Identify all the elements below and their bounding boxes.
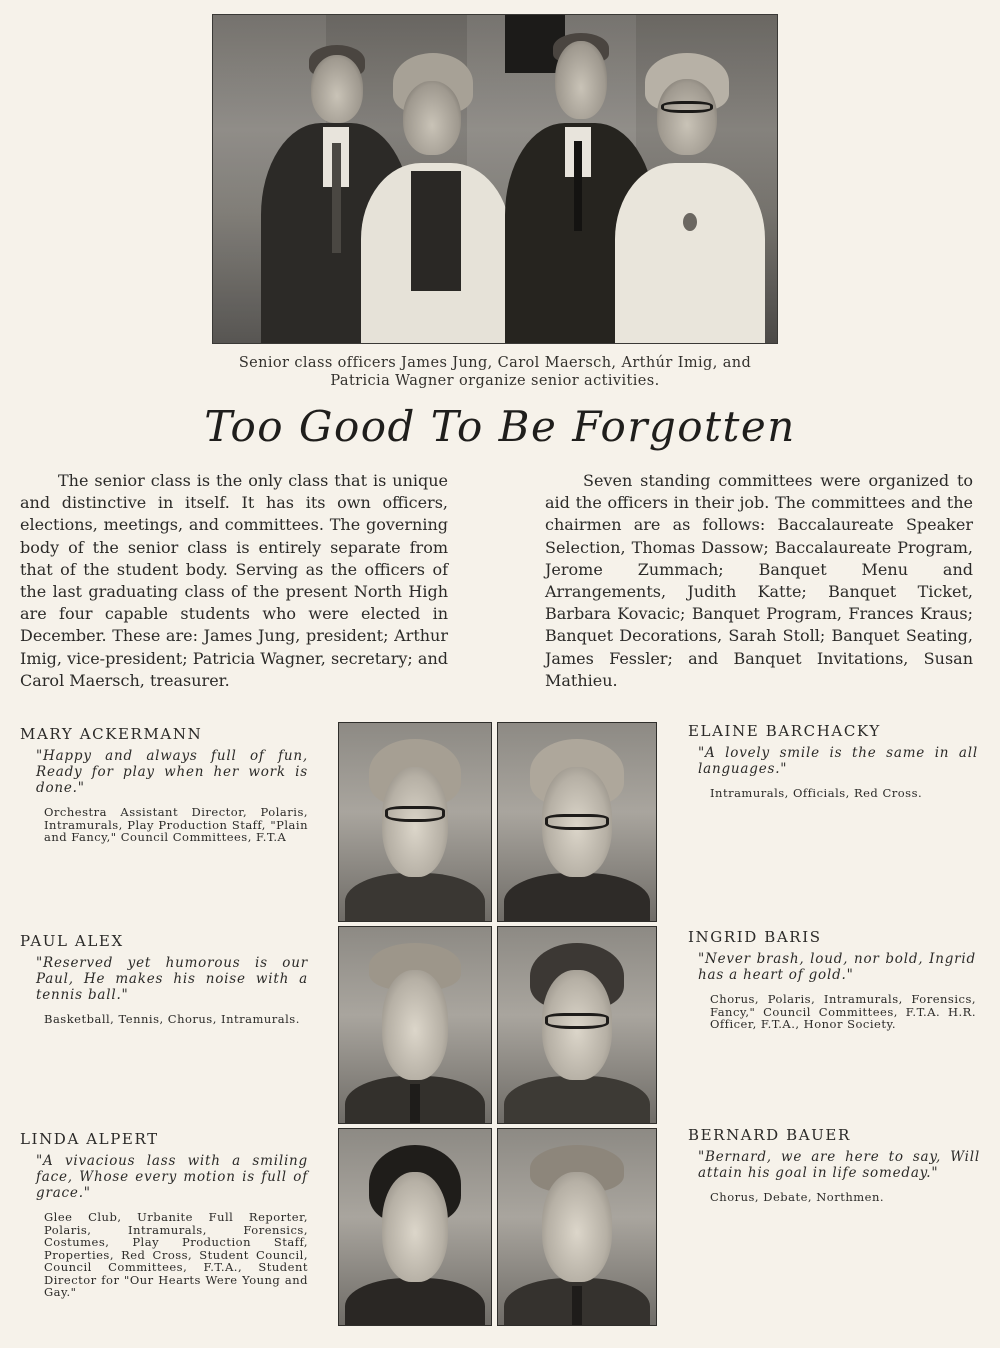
person-figure bbox=[351, 53, 511, 343]
senior-entry bbox=[688, 1126, 980, 1204]
portrait-photo bbox=[338, 926, 492, 1124]
senior-entry bbox=[20, 725, 308, 844]
senior-activities: Glee Club, Urbanite Full Reporter, Polaris, Intramurals, Forensics, Costumes, Play Production Staff, Properties, Red Cross, Student Council, Council Committees, F.T.A., Student Director for "Our Hearts Were Young and Gay." bbox=[44, 1210, 308, 1299]
portrait-photo bbox=[338, 722, 492, 922]
senior-quote: "Bernard, we are here to say, Will attain his goal in life someday." bbox=[698, 1149, 980, 1181]
senior-name: LINDA ALPERT bbox=[20, 1130, 159, 1148]
portrait-photo bbox=[338, 1128, 492, 1326]
senior-quote: "A lovely smile is the same in all languages." bbox=[698, 745, 978, 777]
portrait-photo bbox=[497, 926, 657, 1124]
senior-quote: "Reserved yet humorous is our Paul, He makes his noise with a tennis ball." bbox=[36, 955, 308, 1003]
person-figure bbox=[605, 53, 765, 343]
senior-quote: "A vivacious lass with a smiling face, Whose every motion is full of grace." bbox=[36, 1153, 308, 1201]
body-column-left bbox=[20, 470, 448, 692]
senior-activities: Orchestra Assistant Director, Polaris, Intramurals, Play Production Staff, "Plain and Fancy," Council Committees, F.T.A bbox=[44, 805, 308, 844]
senior-activities: Chorus, Polaris, Intramurals, Forensics, Fancy," Council Committees, F.T.A. H.R. Officer, F.T.A., Honor Society. bbox=[710, 992, 976, 1031]
body-paragraph-right: Seven standing committees were organized to aid the officers in their job. The committees and the chairmen are as follows: Baccalaureate Speaker Selection, Thomas Dassow; Baccalaureate Program, Jerome Zummach; Banquet Menu and Arrangements, Judith Katte; Banquet Ticket, Barbara Kovacic; Banquet Program, Frances Kraus; Banquet Decorations, Sarah Stoll; Banquet Seating, James Fessler; and Banquet Invitations, Susan Mathieu. bbox=[545, 471, 973, 690]
body-paragraph-left: The senior class is the only class that is unique and distinctive in itself. It has its own officers, elections, meetings, and committees. The governing body of the senior class is entirely separate from that of the student body. Serving as the officers of the last graduating class of the present North High are four capable students who were elected in December. These are: James Jung, president; Arthur Imig, vice-president; Patricia Wagner, secretary; and Carol Maersch, treasurer. bbox=[20, 471, 448, 690]
portrait-photo bbox=[497, 722, 657, 922]
senior-name: INGRID BARIS bbox=[688, 928, 822, 946]
senior-activities: Chorus, Debate, Northmen. bbox=[710, 1190, 885, 1204]
senior-activities: Intramurals, Officials, Red Cross. bbox=[710, 786, 923, 800]
page-headline: Too Good To Be Forgotten bbox=[204, 402, 796, 451]
senior-entry bbox=[20, 932, 308, 1026]
senior-quote: "Never brash, loud, nor bold, Ingrid has a heart of gold." bbox=[698, 951, 976, 983]
senior-entry bbox=[20, 1130, 308, 1299]
senior-name: MARY ACKERMANN bbox=[20, 725, 203, 743]
senior-entry bbox=[688, 722, 978, 800]
senior-name: ELAINE BARCHACKY bbox=[688, 722, 881, 740]
senior-name: PAUL ALEX bbox=[20, 932, 124, 950]
senior-activities: Basketball, Tennis, Chorus, Intramurals. bbox=[44, 1012, 300, 1026]
photo-caption-line-2: Patricia Wagner organize senior activities. bbox=[330, 373, 660, 389]
senior-entry bbox=[688, 928, 976, 1031]
senior-quote: "Happy and always full of fun, Ready for play when her work is done." bbox=[36, 748, 308, 796]
photo-caption bbox=[212, 354, 778, 390]
group-photo bbox=[212, 14, 778, 344]
senior-name: BERNARD BAUER bbox=[688, 1126, 851, 1144]
body-column-right bbox=[545, 470, 973, 692]
portrait-photo bbox=[497, 1128, 657, 1326]
photo-caption-line-1: Senior class officers James Jung, Carol Maersch, Arthúr Imig, and bbox=[238, 355, 752, 371]
